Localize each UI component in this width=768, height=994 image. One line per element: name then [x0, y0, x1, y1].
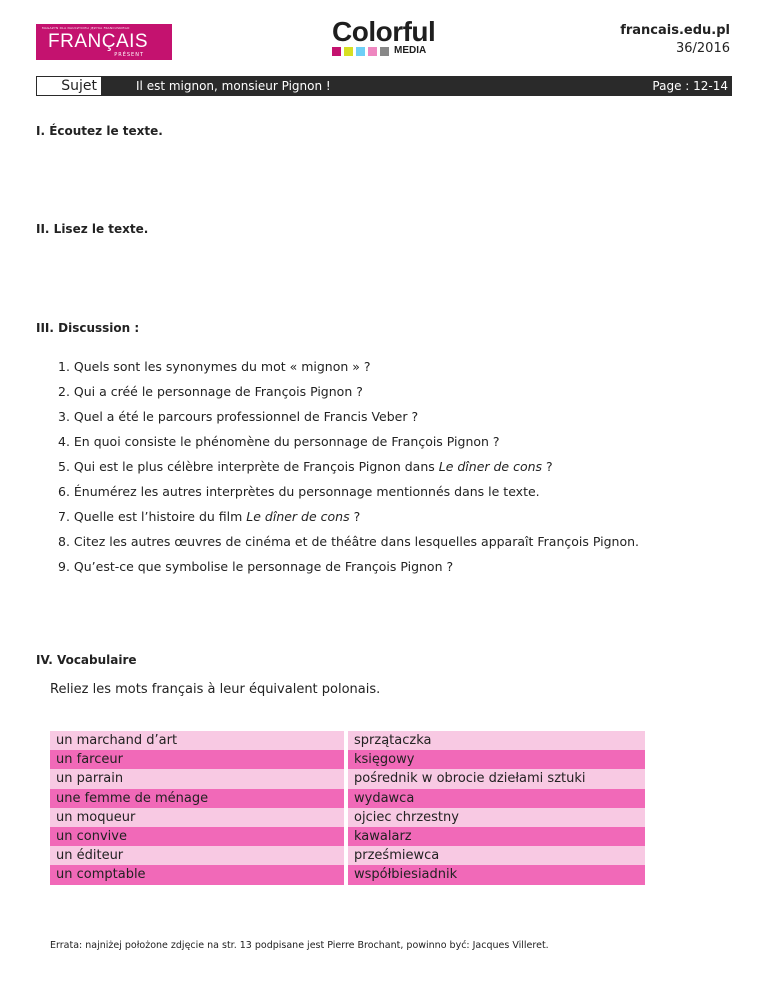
francais-present-logo — [36, 24, 172, 60]
color-square — [356, 47, 365, 56]
question-item: 7. Quelle est l’histoire du film Le dîner de cons ? — [58, 509, 361, 524]
question-item: 3. Quel a été le parcours professionnel de Francis Veber ? — [58, 409, 419, 424]
film-title: Le dîner de cons — [438, 459, 543, 474]
french-word[interactable]: un marchand d’art — [50, 731, 344, 750]
color-square — [344, 47, 353, 56]
film-title: Le dîner de cons — [246, 509, 350, 524]
publisher-name: Colorful — [332, 16, 436, 47]
subject-bar — [36, 76, 732, 96]
french-word[interactable]: un parrain — [50, 769, 344, 788]
color-square — [380, 47, 389, 56]
subject-label: Sujet — [36, 76, 102, 96]
polish-word[interactable]: współbiesiadnik — [348, 865, 645, 884]
publisher-media: MEDIA — [394, 45, 427, 56]
polish-word[interactable]: pośrednik w obrocie dziełami sztuki — [348, 769, 645, 788]
section-vocab-heading: IV. Vocabulaire — [36, 653, 137, 667]
logo-name: FRANÇAIS — [48, 31, 149, 52]
section-read-heading: II. Lisez le texte. — [36, 222, 149, 236]
french-words-column — [50, 731, 344, 885]
french-word[interactable]: un moqueur — [50, 808, 344, 827]
errata-note: Errata: najniżej położone zdjęcie na str. 13 podpisane jest Pierre Brochant, powinno być: Jacques Villeret. — [50, 940, 549, 951]
polish-word[interactable]: sprzątaczka — [348, 731, 645, 750]
french-word[interactable]: un convive — [50, 827, 344, 846]
polish-words-column — [348, 731, 645, 885]
site-info — [620, 22, 730, 58]
french-word[interactable]: un farceur — [50, 750, 344, 769]
polish-word[interactable]: księgowy — [348, 750, 645, 769]
issue-number: 36/2016 — [675, 41, 730, 56]
vocab-instruction: Reliez les mots français à leur équivalent polonais. — [50, 682, 381, 697]
color-square — [368, 47, 377, 56]
logo-present: PRÉSENT — [114, 52, 144, 58]
question-item: 1. Quels sont les synonymes du mot « mignon » ? — [58, 359, 371, 374]
logo-tagline: MAGAZYN DLA NAUCZYCIELI JĘZYKA FRANCUSKIEGO — [42, 26, 130, 30]
page-range: Page : 12-14 — [652, 79, 728, 93]
polish-word[interactable]: ojciec chrzestny — [348, 808, 645, 827]
french-word[interactable]: un comptable — [50, 865, 344, 884]
colorful-media-logo — [332, 16, 442, 60]
color-square — [332, 47, 341, 56]
question-item: 5. Qui est le plus célèbre interprète de François Pignon dans Le dîner de cons ? — [58, 459, 553, 474]
question-item: 8. Citez les autres œuvres de cinéma et de théâtre dans lesquelles apparaît François Pignon. — [58, 534, 639, 549]
polish-word[interactable]: kawalarz — [348, 827, 645, 846]
subject-title: Il est mignon, monsieur Pignon ! — [136, 79, 331, 93]
french-word[interactable]: un éditeur — [50, 846, 344, 865]
question-item: 9. Qu’est-ce que symbolise le personnage de François Pignon ? — [58, 559, 454, 574]
polish-word[interactable]: prześmiewca — [348, 846, 645, 865]
section-listen-heading: I. Écoutez le texte. — [36, 124, 163, 138]
polish-word[interactable]: wydawca — [348, 789, 645, 808]
question-item: 4. En quoi consiste le phénomène du personnage de François Pignon ? — [58, 434, 500, 449]
site-url[interactable]: francais.edu.pl — [620, 23, 730, 38]
question-item: 6. Énumérez les autres interprètes du personnage mentionnés dans le texte. — [58, 484, 540, 499]
french-word[interactable]: une femme de ménage — [50, 789, 344, 808]
question-item: 2. Qui a créé le personnage de François Pignon ? — [58, 384, 363, 399]
discussion-questions — [58, 359, 639, 584]
section-discussion-heading: III. Discussion : — [36, 321, 140, 335]
